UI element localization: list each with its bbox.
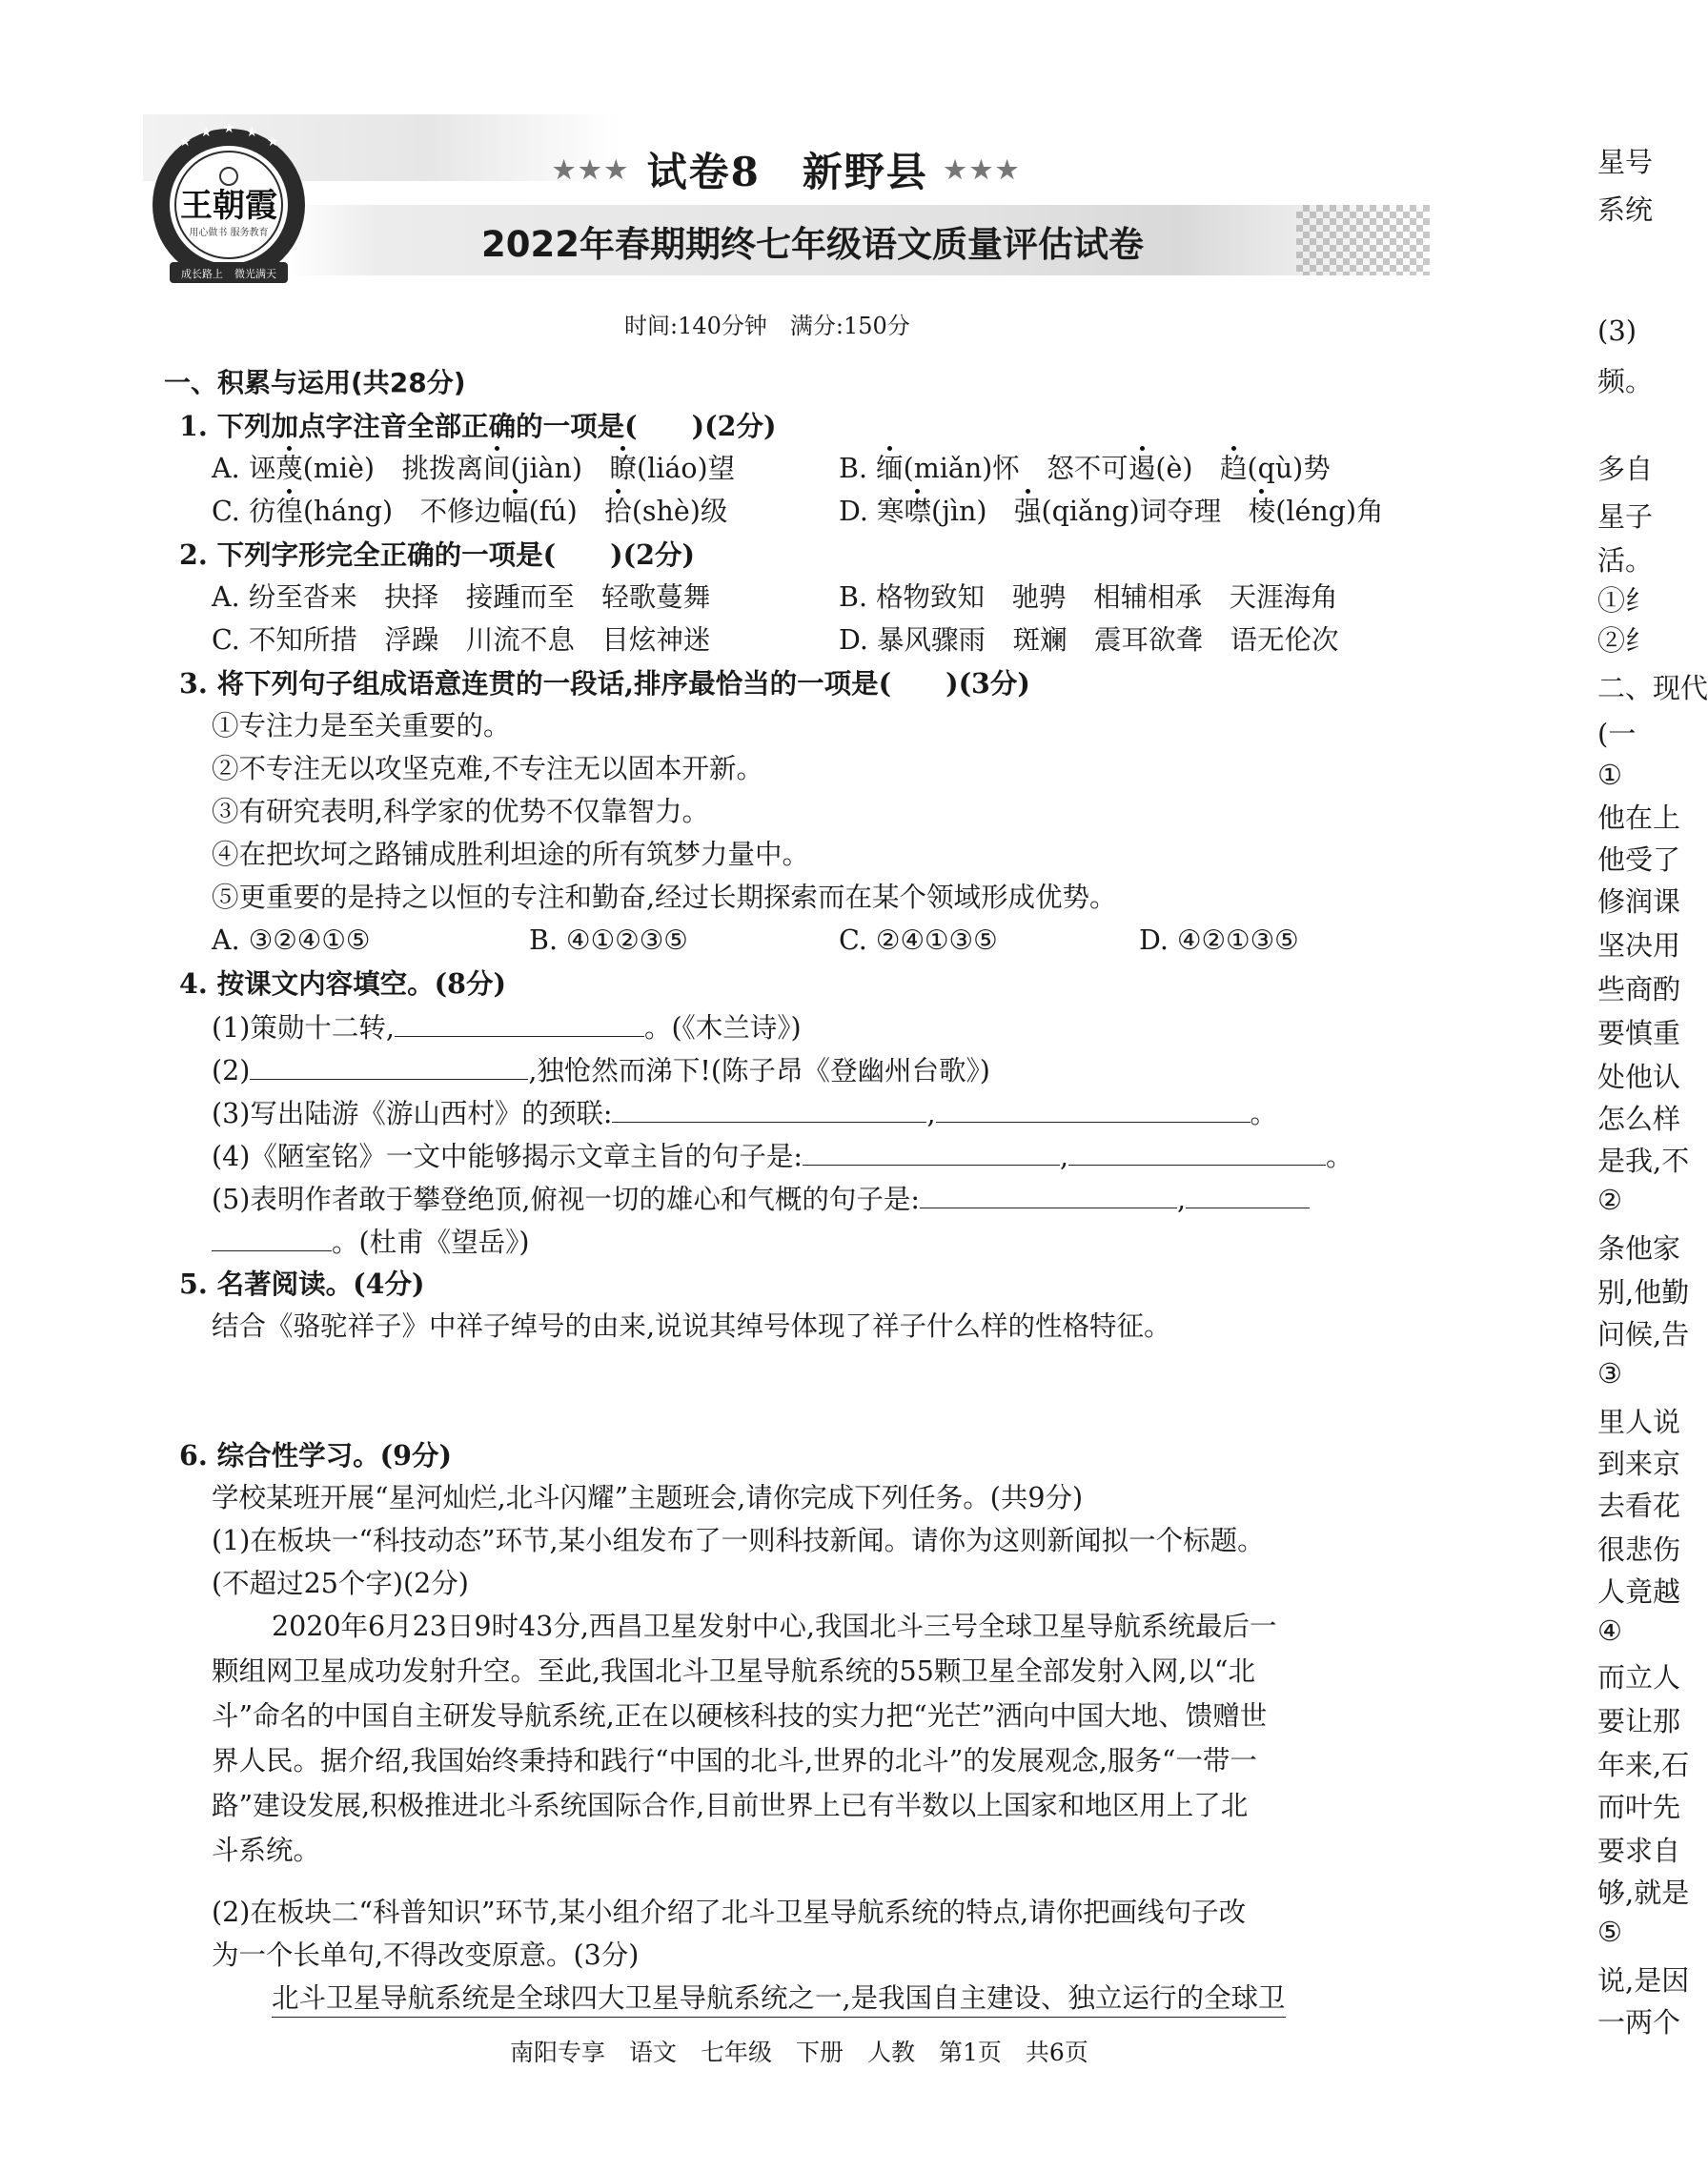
q4-item-1 bbox=[212, 1013, 802, 1043]
q4-item-2 bbox=[212, 1056, 990, 1086]
q4-item-3-comma: , bbox=[926, 1098, 936, 1129]
q4-item-4-end: 。 bbox=[1326, 1141, 1353, 1172]
right-column-line: 年来,石 bbox=[1597, 1749, 1690, 1781]
right-column-line: 活。 bbox=[1597, 544, 1654, 577]
q4-item-3 bbox=[212, 1099, 1277, 1128]
right-column-line: 多自 bbox=[1597, 453, 1654, 485]
right-column-line: 星号 bbox=[1597, 146, 1654, 178]
right-column-line: (3) bbox=[1597, 315, 1637, 347]
exam-title: 2022年春期期终七年级语文质量评估试卷 bbox=[481, 224, 1144, 265]
checker-pattern bbox=[1296, 205, 1430, 275]
q3-option-a: A. ③②④①⑤ bbox=[212, 924, 371, 956]
q4-item-2-text: (2) bbox=[212, 1055, 251, 1086]
q2-option-d: D. 暴风骤雨 斑斓 震耳欲聋 语无伦次 bbox=[839, 624, 1339, 656]
right-column-line: 修润课 bbox=[1597, 885, 1681, 918]
right-column-line: ①纟 bbox=[1597, 584, 1654, 617]
q6-news-line: 界人民。据介绍,我国始终秉持和践行“中国的北斗,世界的北斗”的发展观念,服务“一带一 bbox=[212, 1745, 1257, 1776]
logo-motto: 用心做书 服务教育 bbox=[189, 228, 269, 238]
q6-news-line: 斗系统。 bbox=[212, 1835, 321, 1866]
logo-brand: 王朝霞 bbox=[180, 187, 277, 225]
q4-item-3-end: 。 bbox=[1250, 1098, 1278, 1129]
q4-item-4-text: (4)《陋室铭》一文中能够揭示文章主旨的句子是: bbox=[212, 1141, 803, 1172]
q4-item-5-cont bbox=[212, 1228, 530, 1257]
answer-blank[interactable] bbox=[612, 1099, 926, 1123]
svg-text:★: ★ bbox=[267, 134, 279, 150]
time-info: 时间:140分钟 满分:150分 bbox=[624, 313, 910, 339]
right-column-line: 怎么样 bbox=[1597, 1103, 1681, 1135]
answer-blank[interactable] bbox=[920, 1185, 1177, 1208]
q1-option-c: C. 彷徨(háng) 不修边幅(fú) 拾(shè)级 bbox=[212, 496, 728, 527]
q6-task-1a: (1)在板块一“科技动态”环节,某小组发布了一则科技新闻。请你为这则新闻拟一个标题。 bbox=[212, 1525, 1265, 1556]
q6-task-2b: 为一个长单句,不得改变原意。(3分) bbox=[212, 1939, 640, 1971]
q1-option-b: B. 缅(miǎn)怀 怒不可遏(è) 趋(qù)势 bbox=[839, 453, 1331, 484]
right-column-fragment bbox=[1521, 0, 1708, 2172]
q6-stem: 6. 综合性学习。(9分) bbox=[179, 1439, 452, 1472]
q6-news-line: 路”建设发展,积极推进北斗系统国际合作,目前世界上已有半数以上国家和地区用上了北 bbox=[212, 1790, 1249, 1821]
svg-text:★: ★ bbox=[179, 134, 192, 150]
answer-blank[interactable] bbox=[212, 1228, 332, 1251]
right-column-line: 是我,不 bbox=[1597, 1145, 1690, 1177]
right-column-line: 人竟越 bbox=[1597, 1575, 1681, 1608]
right-column-line: ④ bbox=[1597, 1614, 1622, 1647]
q3-option-b: B. ④①②③⑤ bbox=[529, 924, 688, 956]
right-column-line: 而立人 bbox=[1597, 1661, 1681, 1694]
q4-item-5 bbox=[212, 1185, 1310, 1214]
right-column-line: 要求自 bbox=[1597, 1835, 1681, 1867]
right-column-line: ① bbox=[1597, 759, 1622, 791]
publisher-logo bbox=[143, 119, 315, 291]
q2-option-b: B. 格物致知 驰骋 相辅相承 天涯海角 bbox=[839, 581, 1338, 613]
right-column-line: 要慎重 bbox=[1597, 1017, 1681, 1049]
answer-blank[interactable] bbox=[1186, 1185, 1310, 1208]
right-column-line: 到来京 bbox=[1597, 1448, 1681, 1480]
right-column-line: 些商酌 bbox=[1597, 973, 1681, 1005]
q4-item-5-source: 。(杜甫《望岳》) bbox=[332, 1227, 530, 1258]
q1-stem: 1. 下列加点字注音全部正确的一项是( )(2分) bbox=[179, 410, 777, 442]
q2-option-a: A. 纷至沓来 抉择 接踵而至 轻歌蔓舞 bbox=[212, 581, 711, 613]
right-column-line: 一两个 bbox=[1597, 2006, 1681, 2039]
right-column-line: 星子 bbox=[1597, 500, 1654, 533]
q4-item-4 bbox=[212, 1142, 1353, 1171]
q3-sentence-5: ⑤更重要的是持之以恒的专注和勤奋,经过长期探索而在某个领域形成优势。 bbox=[212, 882, 1117, 913]
right-column-line: 够,就是 bbox=[1597, 1877, 1690, 1909]
answer-blank[interactable] bbox=[395, 1013, 644, 1037]
right-column-line: 问候,告 bbox=[1597, 1318, 1690, 1350]
right-column-line: 坚决用 bbox=[1597, 929, 1681, 962]
q6-task-2a: (2)在板块二“科普知识”环节,某小组介绍了北斗卫星导航系统的特点,请你把画线句子改 bbox=[212, 1897, 1247, 1928]
q4-item-1-text: (1)策勋十二转, bbox=[212, 1012, 395, 1044]
right-column-line: ③ bbox=[1597, 1357, 1622, 1390]
q2-stem: 2. 下列字形完全正确的一项是( )(2分) bbox=[179, 538, 695, 571]
q3-sentence-4: ④在把坎坷之路铺成胜利坦途的所有筑梦力量中。 bbox=[212, 839, 810, 870]
logo-slogan-right: 微光满天 bbox=[234, 268, 276, 280]
right-column-line: ② bbox=[1597, 1184, 1622, 1216]
right-column-line: 说,是因 bbox=[1597, 1964, 1690, 1997]
q4-item-3-text: (3)写出陆游《游山西村》的颈联: bbox=[212, 1098, 613, 1129]
exam-label bbox=[553, 141, 1022, 198]
right-column-line: ②纟 bbox=[1597, 624, 1654, 657]
section-heading: 一、积累与运用(共28分) bbox=[164, 367, 466, 398]
q3-sentence-1: ①专注力是至关重要的。 bbox=[212, 710, 511, 741]
logo-slogan-left: 成长路上 bbox=[181, 268, 223, 280]
q2-option-c: C. 不知所措 浮躁 川流不息 目炫神迷 bbox=[212, 624, 711, 656]
q5-stem: 5. 名著阅读。(4分) bbox=[179, 1268, 425, 1300]
underlined-text: 北斗卫星导航系统是全球四大卫星导航系统之一,是我国自主建设、独立运行的全球卫 bbox=[272, 1982, 1286, 2018]
svg-text:★: ★ bbox=[200, 125, 213, 140]
answer-blank[interactable] bbox=[803, 1142, 1060, 1166]
right-column-line: 里人说 bbox=[1597, 1406, 1681, 1438]
right-column-line: ⑤ bbox=[1597, 1916, 1622, 1948]
stars-right: ★★★ bbox=[944, 156, 1023, 185]
q6-underlined-sentence bbox=[272, 1982, 1286, 2014]
q4-item-1-source: 。(《木兰诗》) bbox=[643, 1012, 802, 1044]
answer-blank[interactable] bbox=[1068, 1142, 1326, 1166]
right-column-line: 系统 bbox=[1597, 193, 1654, 226]
stars-left: ★★★ bbox=[553, 156, 631, 185]
q4-item-2-source: ,独怆然而涕下!(陈子昂《登幽州台歌》) bbox=[528, 1055, 990, 1086]
q5-body: 结合《骆驼祥子》中祥子绰号的由来,说说其绰号体现了祥子什么样的性格特征。 bbox=[212, 1310, 1171, 1342]
q6-task-1b: (不超过25个字)(2分) bbox=[212, 1568, 469, 1599]
q4-item-5-comma: , bbox=[1177, 1184, 1187, 1215]
q6-news-line: 颗组网卫星成功发射升空。至此,我国北斗卫星导航系统的55颗卫星全部发射入网,以“北 bbox=[212, 1655, 1255, 1687]
q3-sentence-3: ③有研究表明,科学家的优势不仅靠智力。 bbox=[212, 796, 710, 827]
svg-text:★: ★ bbox=[223, 121, 235, 136]
answer-blank[interactable] bbox=[250, 1056, 528, 1080]
right-column-line: (一 bbox=[1597, 718, 1637, 750]
q3-option-c: C. ②④①③⑤ bbox=[839, 924, 998, 956]
q6-news-line: 2020年6月23日9时43分,西昌卫星发射中心,我国北斗三号全球卫星导航系统最后一 bbox=[272, 1611, 1277, 1642]
q3-option-d: D. ④②①③⑤ bbox=[1139, 924, 1299, 956]
right-column-line: 别,他勤 bbox=[1597, 1276, 1690, 1309]
right-column-line: 很悲伤 bbox=[1597, 1533, 1681, 1566]
right-column-line: 二、现代 bbox=[1597, 672, 1708, 704]
right-column-line: 而叶先 bbox=[1597, 1791, 1681, 1823]
svg-text:★: ★ bbox=[246, 125, 258, 140]
q4-item-5-text: (5)表明作者敢于攀登绝顶,俯视一切的雄心和气概的句子是: bbox=[212, 1184, 921, 1215]
q3-sentence-2: ②不专注无以攻坚克难,不专注无以固本开新。 bbox=[212, 753, 764, 784]
right-column-line: 频。 bbox=[1597, 365, 1654, 397]
q1-option-d: D. 寒噤(jìn) 强(qiǎng)词夺理 棱(léng)角 bbox=[839, 496, 1384, 527]
exam-label-text: 试卷8 新野县 bbox=[646, 149, 928, 195]
q4-item-4-comma: , bbox=[1059, 1141, 1069, 1172]
q6-news-line: 斗”命名的中国自主研发导航系统,正在以硬核科技的实力把“光芒”洒向中国大地、馈赠世 bbox=[212, 1700, 1268, 1732]
right-column-line: 他在上 bbox=[1597, 802, 1681, 834]
q1-option-a: A. 诬蔑(miè) 挑拨离间(jiàn) 瞭(liáo)望 bbox=[212, 453, 736, 484]
right-column-line: 条他家 bbox=[1597, 1232, 1681, 1265]
right-column-line: 他受了 bbox=[1597, 843, 1681, 876]
q3-stem: 3. 将下列句子组成语意连贯的一段话,排序最恰当的一项是( )(3分) bbox=[179, 667, 1030, 700]
answer-blank[interactable] bbox=[936, 1099, 1250, 1123]
q4-stem: 4. 按课文内容填空。(8分) bbox=[179, 967, 506, 1000]
page-footer: 南阳专享 语文 七年级 下册 人教 第1页 共6页 bbox=[510, 2039, 1088, 2066]
q6-intro: 学校某班开展“星河灿烂,北斗闪耀”主题班会,请你完成下列任务。(共9分) bbox=[212, 1482, 1084, 1513]
right-column-line: 要让那 bbox=[1597, 1705, 1681, 1737]
right-column-line: 去看花 bbox=[1597, 1490, 1681, 1522]
right-column-line: 处他认 bbox=[1597, 1061, 1681, 1093]
